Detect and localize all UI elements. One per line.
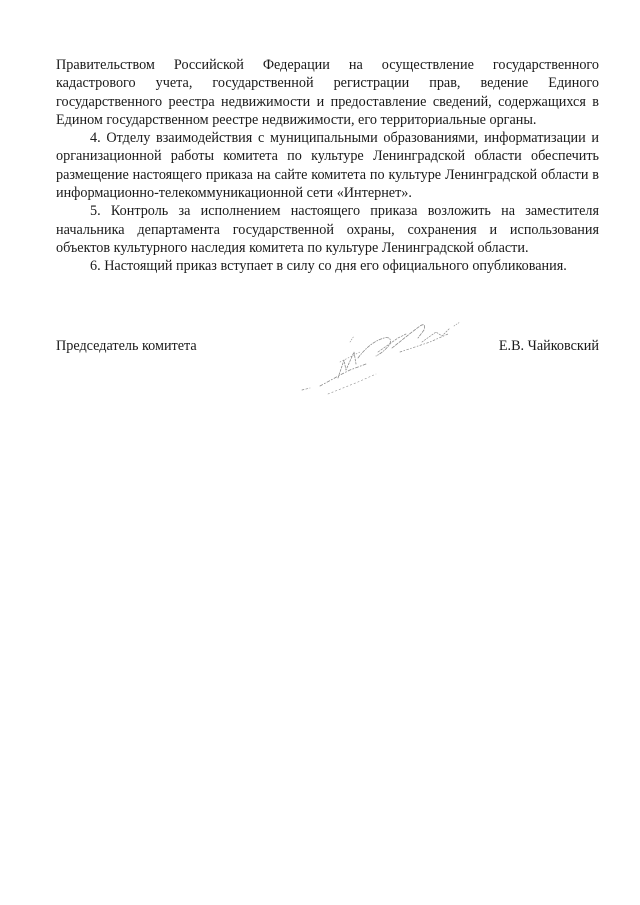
paragraph-item-4: 4. Отделу взаимодействия с муниципальными образованиями, информатизации и организационной работы комитета по культуре Ленинградской области обеспечить размещение настоящего приказа на сайте комитета по культуре Ленинградской области в информационно-телекоммуникационной сети «Интернет». — [56, 130, 599, 202]
document-body — [56, 56, 599, 276]
paragraph-item-5: 5. Контроль за исполнением настоящего приказа возложить на заместителя начальника департамента государственной охраны, сохранения и использования объектов культурного наследия комитета по культуре Ленинградской области. — [56, 203, 599, 256]
handwritten-signature — [280, 312, 470, 404]
signatory-name: Е.В. Чайковский — [498, 338, 599, 354]
paragraph-item-6: 6. Настоящий приказ вступает в силу со дня его официального опубликования. — [90, 258, 567, 275]
signatory-position: Председатель комитета — [56, 338, 197, 354]
paragraph-continuation: Правительством Российской Федерации на осуществление государственного кадастрового учета, государственной регистрации прав, ведение Единого государственного реестра недвижимости и предоставление сведений, содержащихся в Едином государственном реестре недвижимости, его территориальные органы. — [56, 57, 599, 128]
